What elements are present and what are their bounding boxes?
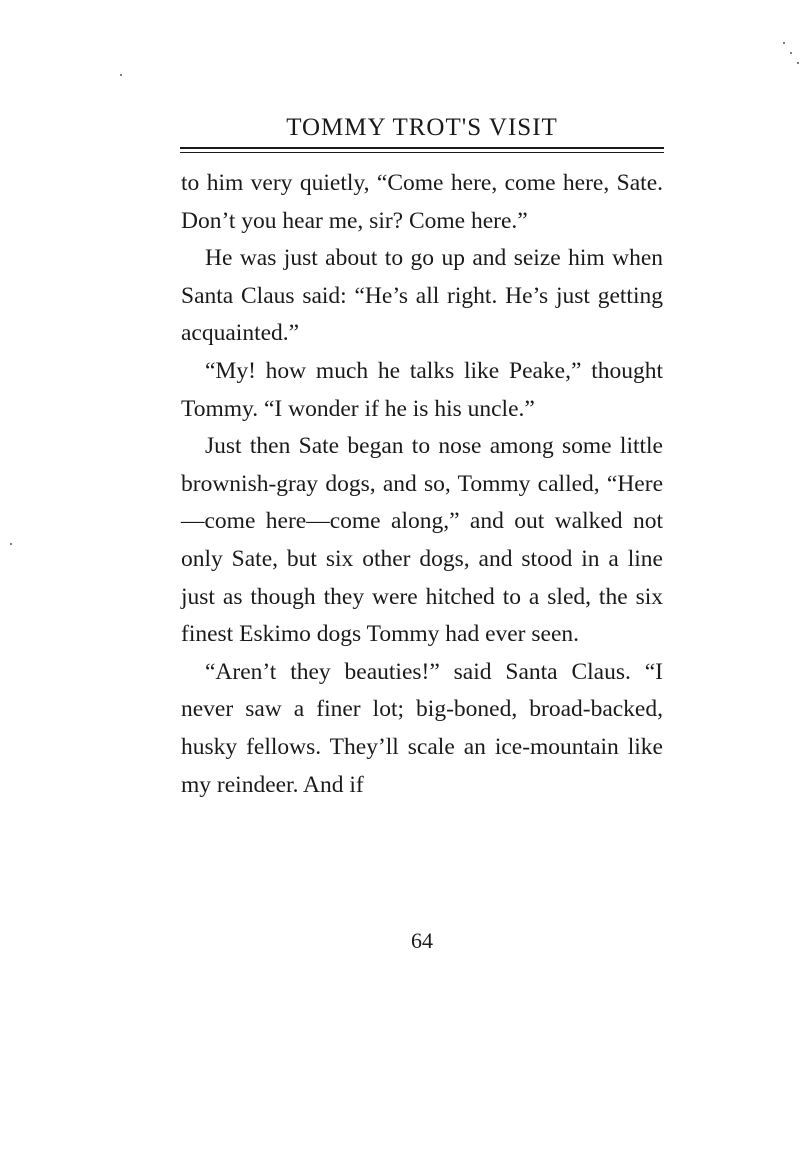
scan-speck <box>797 62 799 64</box>
body-text <box>181 165 663 804</box>
running-head: TOMMY TROT'S VISIT <box>286 114 558 141</box>
paragraph-4: Just then Sate began to nose among some little brownish-gray dogs, and so, Tommy called, “Here—come here—come along,” and out walked not only Sate, but six other dogs, and stood in a line just as though they were hitched to a sled, the six finest Eskimo dogs Tommy had ever seen. <box>181 433 663 648</box>
paragraph-3: “My! how much he talks like Peake,” thought Tommy. “I wonder if he is his uncle.” <box>181 357 663 422</box>
scan-speck <box>790 52 792 54</box>
scan-speck <box>10 543 12 545</box>
page-number: 64 <box>411 928 433 953</box>
paragraph-2: He was just about to go up and seize him when Santa Claus said: “He’s all right. He’s just getting acquainted.” <box>181 245 663 347</box>
header-rule-thick <box>180 147 664 149</box>
paragraph-5: “Aren’t they beauties!” said Santa Claus. “I never saw a finer lot; big-boned, broad-backed, husky fellows. They’ll scale an ice-mountain like my reindeer. And if <box>181 658 663 798</box>
scan-speck <box>120 74 122 76</box>
scan-speck <box>783 42 785 44</box>
paragraph-1: to him very quietly, “Come here, come here, Sate. Don’t you hear me, sir? Come here.” <box>181 170 663 234</box>
header-rule-thin <box>180 152 664 153</box>
